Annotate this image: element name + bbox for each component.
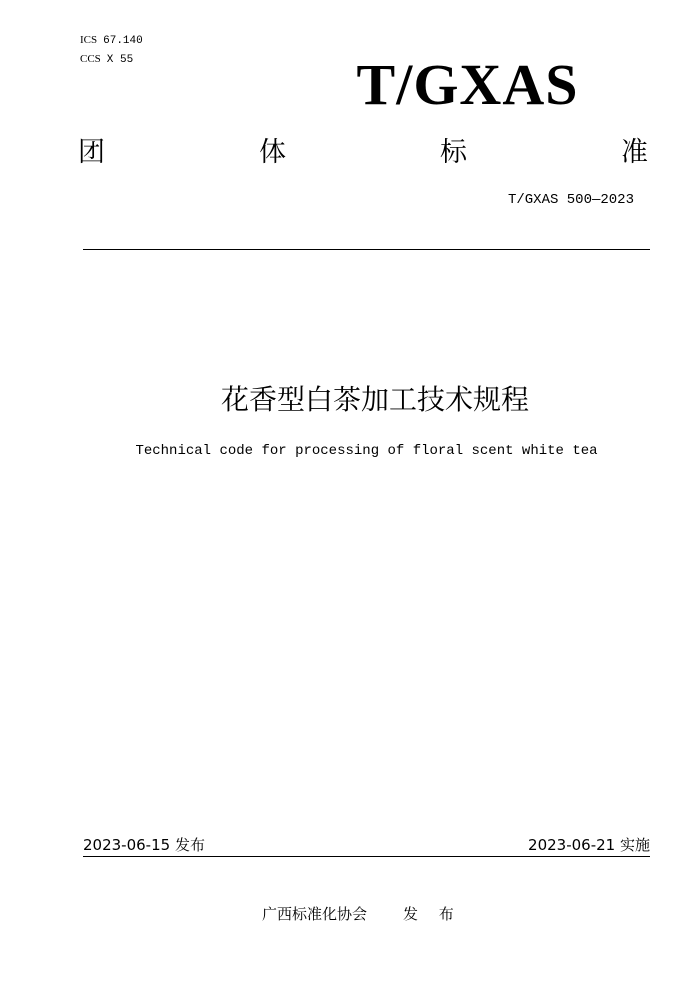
ccs-value: X 55 <box>106 54 134 66</box>
document-title-chinese: 花香型白茶加工技术规程 <box>220 383 529 416</box>
ccs-label: CCS <box>80 53 101 65</box>
issuer-line <box>262 904 462 924</box>
publish-date: 2023-06-15 发布 <box>83 836 205 854</box>
ics-value: 67.140 <box>103 35 143 47</box>
header-divider <box>83 249 650 250</box>
document-title-english: Technical code for processing of floral scent white tea <box>135 443 598 459</box>
standard-category <box>78 133 648 173</box>
footer-divider <box>83 856 650 857</box>
ics-label: ICS <box>80 34 98 46</box>
standard-number: T/GXAS 500—2023 <box>507 192 634 208</box>
category-char: 体 <box>259 137 286 168</box>
standard-logo: T/GXAS <box>356 52 579 117</box>
category-char: 准 <box>621 137 648 168</box>
ics-code <box>80 33 143 48</box>
ccs-code <box>80 52 133 67</box>
category-char: 标 <box>440 137 467 168</box>
implement-date: 2023-06-21 实施 <box>528 836 650 854</box>
category-char: 团 <box>78 137 105 168</box>
issuer-name: 广西标准化协会 <box>262 905 368 923</box>
issue-action: 发 布 <box>403 905 462 923</box>
